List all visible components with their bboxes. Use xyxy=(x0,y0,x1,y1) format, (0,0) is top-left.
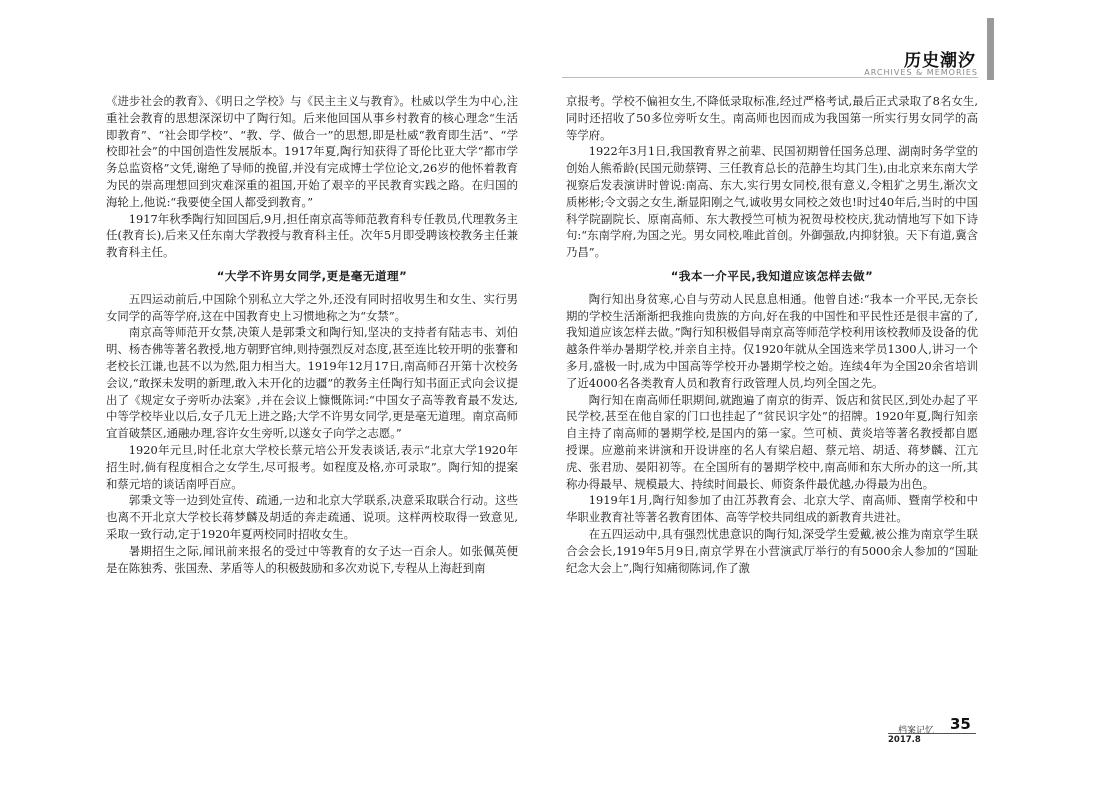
paragraph: 郭秉文等一边到处宣传、疏通,一边和北京大学联系,决意采取联合行动。这些也离不开北京大学校长蒋梦麟及胡适的奔走疏通、说项。这样两校取得一致意见,采取一致行动,定于1920年夏两校同时招收女生。 xyxy=(106,493,518,541)
paragraph: 1920年元旦,时任北京大学校长蔡元培公开发表谈话,表示“北京大学1920年招生时,倘有程度相合之女学生,尽可报考。如程度及格,亦可录取”。陶行知的提案和蔡元培的谈话南呼百应。 xyxy=(106,442,518,491)
header-accent-bar xyxy=(987,18,994,80)
header-divider xyxy=(562,77,978,78)
paragraph: 1922年3月1日,我国教育界之前辈、民国初期曾任国务总理、湖南时务学堂的创始人熊希龄(民国元勋蔡锷、三任教育总长的范静生均其门生),由北京来东南大学视察后发表演讲时曾说:南高、东大,实行男女同校,很有意义,令粗犷之男生,渐次文质彬彬;令文弱之女生,渐显阳刚之气,诚收男女同校之效也!时过40年后,当时的中国科学院副院长、原南高师、东大教授竺可桢为祝贺母校校庆,犹动情地写下如下诗句:“东南学府,为国之光。男女同校,唯此首创。外御强敌,内抑豺狼。天下有道,冀含乃昌”。 xyxy=(566,144,978,260)
footer-magazine-name: 档案记忆 xyxy=(898,726,935,736)
left-text-column xyxy=(106,93,518,715)
paragraph: 陶行知在南高师任职期间,就跑遍了南京的街弄、饭店和贫民区,到处办起了平民学校,甚至在他自家的门口也挂起了“贫民识字处”的招牌。1920年夏,陶行知亲自主持了南高师的暑期学校,是国内的第一家。竺可桢、黄炎培等著名教授都自愿授课。应邀前来讲演和开设讲座的名人有梁启超、蔡元培、胡适、蒋梦麟、江亢虎、张君劢、晏阳初等。在全国所有的暑期学校中,南高师和东大所办的这一所,其称办得最早、规模最大、持续时间最长、师资条件最优越,办得最为出色。 xyxy=(566,392,978,491)
paragraph: 1917年秋季陶行知回国后,9月,担任南京高等师范教育科专任教员,代理教务主任(教育长),后来又任东南大学教授与教育科主任。次年5月即受聘该校教务主任兼教育科主任。 xyxy=(106,211,518,260)
section-title: 历史潮汐 xyxy=(904,51,976,71)
paragraph: 《进步社会的教育》、《明日之学校》与《民主主义与教育》。杜威以学生为中心,注重社会教育的思想深深切中了陶行知。后来他回国从事乡村教育的核心理念“生活即教育”、“社会即学校”、“教、学、做合一”的思想,即是杜威“教育即生活”、“学校即社会”的中国创造性发展版本。1917年夏,陶行知获得了哥伦比亚大学“都市学务总监资格”文凭,谢绝了导师的挽留,并没有完成博士学位论文,26岁的他怀着教育为民的崇高理想回到灾难深重的祖国,开始了艰辛的平民教育实践之路。在归国的海轮上,他说:“我要使全国人都受到教育。” xyxy=(106,94,518,209)
paragraph: 五四运动前后,中国除个别私立大学之外,还没有同时招收男生和女生、实行男女同学的高等学府,这在中国教育史上习惯地称之为“女禁”。 xyxy=(106,291,518,323)
section-subtitle: ARCHIVES & MEMORIES xyxy=(864,68,978,77)
paragraph: 陶行知出身贫寒,心自与劳动人民息息相通。他曾自述:“我本一介平民,无奈长期的学校生活渐渐把我推向贵族的方向,好在我的中国性和平民性还是很丰富的了,我知道应该怎样去做。”陶行知积极倡导南京高等师范学校利用该校教师及设备的优越条件举办暑期学校,并亲自主持。仅1920年就从全国选来学员1300人,讲习一个多月,盛极一时,成为中国高等学校开办暑期学校之始。连续4年为全国20余省培训了近4000名各类教育人员和教育行政管理人员,均列全国之先。 xyxy=(566,291,978,390)
paragraph: 暑期招生之际,闻讯前来报名的受过中等教育的女子达一百余人。如张佩英便是在陈独秀、张国焘、茅盾等人的积极鼓励和多次劝说下,专程从上海赶到南 xyxy=(106,543,518,575)
paragraph: 南京高等师范开女禁,决策人是郭秉文和陶行知,坚决的支持者有陆志韦、刘伯明、杨杏佛等著名教授,地方朝野官绅,则持强烈反对态度,甚至连比较开明的张謇和老校长江谦,也甚不以为然,阻力相当大。1919年12月17日,南高师召开第十次校务会议,“敢探未发明的新理,敢入未开化的边疆”的教务主任陶行知书面正式向会议提出了《规定女子旁听办法案》,并在会议上慷慨陈词:“中国女子高等教育最不发达,中等学校毕业以后,女子几无上进之路;大学不许男女同学,更是毫无道理。南京高师宜首破禁区,通融办理,容许女生旁听,以遂女子向学之志愿。” xyxy=(106,325,518,441)
page-number: 35 xyxy=(950,715,971,733)
footer-divider xyxy=(888,733,976,734)
right-text-column xyxy=(566,93,978,715)
subheading: “我本一介平民,我知道应该怎样去做” xyxy=(670,268,874,283)
subheading: “大学不许男女同学,更是毫无道理” xyxy=(216,268,408,283)
paragraph: 在五四运动中,具有强烈忧患意识的陶行知,深受学生爱戴,被公推为南京学生联合会会长,1919年5月9日,南京学界在小营演武厅举行的有5000余人参加的“国耻纪念大会上”,陶行知痛彻陈词,作了激 xyxy=(566,526,978,575)
paragraph: 1919年1月,陶行知参加了由江苏教育会、北京大学、南高师、暨南学校和中华职业教育社等著名教育团体、高等学校共同组成的新教育共进社。 xyxy=(566,493,978,525)
paragraph: 京报考。学校不偏袒女生,不降低录取标准,经过严格考试,最后正式录取了8名女生,同时还招收了50多位旁听女生。南高师也因而成为我国第一所实行男女同学的高等学府。 xyxy=(566,94,978,142)
issue-date: 2017.8 xyxy=(888,735,921,745)
